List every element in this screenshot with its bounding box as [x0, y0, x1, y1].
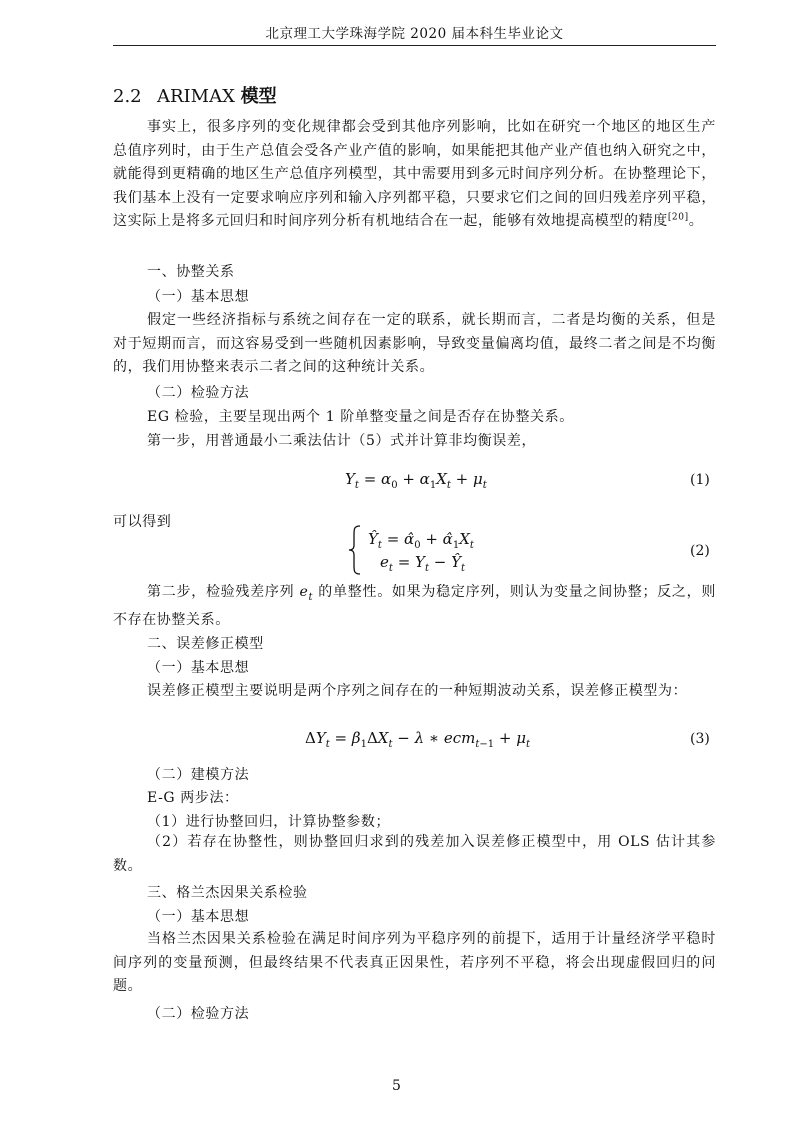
heading-granger-idea: （一）基本思想	[147, 909, 250, 925]
heading-ecm-idea: （一）基本思想	[147, 660, 250, 676]
header-rule	[113, 45, 716, 46]
page-number: 5	[392, 1078, 401, 1094]
step2-variable: e	[299, 584, 309, 600]
section-heading	[113, 82, 277, 108]
section-title-latin: ARIMAX	[157, 86, 241, 107]
equation-3-number: (3)	[690, 731, 710, 747]
obtain-line: 可以得到	[113, 514, 172, 530]
step2-subscript: t	[308, 591, 314, 603]
running-header: 北京理工大学珠海学院 2020 届本科生毕业论文	[265, 26, 564, 42]
granger-idea-paragraph: 当格兰杰因果关系检验在满足时间序列为平稳序列的前提下，适用于计量经济学平稳时间序列的变量预测，但最终结果不代表真正因果性，若序列不平稳，将会出现虚假回归的问题。	[113, 931, 716, 994]
equation-2-line-1: $Ŷ_t$ = $\alphâ_0$ + $\alphâ_1X_t$	[368, 530, 474, 551]
heading-granger: 三、格兰杰因果关系检验	[147, 885, 308, 901]
step2-text-a: 第二步，检验残差序列	[147, 584, 300, 600]
step2-paragraph	[113, 581, 716, 633]
equation-2-line-2: $e_t = Y_t$ − $Ŷ_t$	[380, 553, 466, 574]
section-title-cjk: 模型	[240, 86, 277, 107]
left-brace	[348, 525, 362, 575]
heading-granger-test: （二）检验方法	[147, 1006, 250, 1022]
eg-step1-line: （1）进行协整回归，计算协整参数；	[147, 814, 391, 830]
eg-step2-paragraph: （2）若存在协整性，则协整回归求到的残差加入误差修正模型中，用 OLS 估计其参数。	[113, 834, 716, 874]
intro-citation: [20]	[667, 212, 689, 223]
intro-paragraph	[113, 116, 716, 234]
equation-1: $Y_t = \alpha_0 + \alpha_1X_t + \mu_t$	[345, 470, 487, 491]
heading-ecm: 二、误差修正模型	[147, 636, 264, 652]
step2-text-b: 的单整性。如果为稳定序列，则认为变量之间协整；反之，则不存在协整关系。	[113, 584, 716, 629]
coint-idea-paragraph: 假定一些经济指标与系统之间存在一定的联系，就长期而言，二者是均衡的关系，但是对于短期而言，而这容易受到一些随机因素影响，导致变量偏离均值，最终二者之间是不均衡的，我们用协整来表示二者之间的这种统计关系。	[113, 312, 716, 375]
equation-3: $\Delta Y_t = \beta_1\Delta X_t - \lambda$ ∗ $ecm_{t-1} + \mu_t$	[305, 729, 531, 750]
intro-text: 事实上，很多序列的变化规律都会受到其他序列影响，比如在研究一个地区的地区生产总值序列时，由于生产总值会受各产业产值的影响，如果能把其他产业产值也纳入研究之中，就能得到更精确的地区生产总值序列模型，其中需要用到多元时间序列分析。在协整理论下，我们基本上没有一定要求响应序列和输入序列都平稳，只要求它们之间的回归残差序列平稳，这实际上是将多元回归和时间序列分析有机地结合在一起，能够有效地提高模型的精度	[113, 119, 716, 229]
heading-coint-idea: （一）基本思想	[147, 289, 250, 305]
heading-coint-test: （二）检验方法	[147, 385, 250, 401]
step1-line: 第一步，用普通最小二乘法估计（5）式并计算非均衡误差，	[147, 433, 537, 449]
heading-cointegration: 一、协整关系	[147, 264, 235, 280]
equation-1-number: (1)	[690, 472, 710, 488]
section-number: 2.2	[113, 86, 142, 107]
ecm-idea-paragraph: 误差修正模型主要说明是两个序列之间存在的一种短期波动关系，误差修正模型为：	[147, 683, 688, 699]
equation-2-number: (2)	[690, 543, 710, 559]
eg-test-line: EG 检验，主要呈现出两个 1 阶单整变量之间是否存在协整关系。	[147, 409, 574, 425]
intro-end: 。	[688, 213, 704, 229]
heading-ecm-method: （二）建模方法	[147, 767, 250, 783]
eg-two-step-line: E-G 两步法：	[147, 790, 239, 806]
